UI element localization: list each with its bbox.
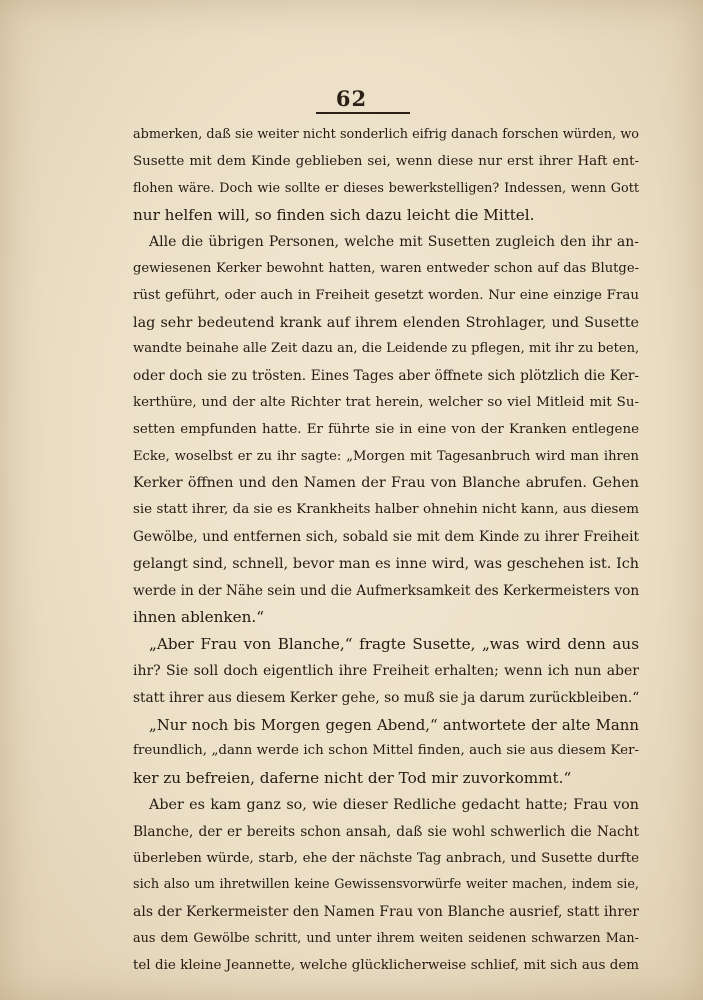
text-line: lag sehr bedeutend krank auf ihrem elenden Strohlager, und Susette	[133, 314, 639, 331]
text-line: Gewölbe, und entfernen sich, sobald sie mit dem Kinde zu ihrer Freiheit	[133, 528, 639, 545]
text-line: flohen wäre. Doch wie sollte er dieses bewerkstelligen? Indessen, wenn Gott	[133, 180, 639, 196]
text-line: aus dem Gewölbe schritt, und unter ihrem weiten seidenen schwarzen Man-	[133, 930, 639, 946]
text-line: „Nur noch bis Morgen gegen Abend,“ antwortete der alte Mann	[149, 715, 639, 734]
text-line: sie statt ihrer, da sie es Krankheits halber ohnehin nicht kann, aus diesem	[133, 502, 639, 518]
text-line: nur helfen will, so finden sich dazu leicht die Mittel.	[133, 206, 535, 225]
text-line: oder doch sie zu trösten. Eines Tages aber öffnete sich plötzlich die Ker-	[133, 368, 639, 385]
text-line: setten empfunden hatte. Er führte sie in eine von der Kranken entlegene	[133, 421, 639, 437]
text-line: Aber es kam ganz so, wie dieser Redliche gedacht hatte; Frau von	[149, 796, 639, 813]
text-line: wandte beinahe alle Zeit dazu an, die Leidende zu pflegen, mit ihr zu beten,	[133, 341, 639, 357]
text-line: ker zu befreien, daferne nicht der Tod mir zuvorkommt.“	[133, 769, 572, 788]
text-line: Kerker öffnen und den Namen der Frau von Blanche abrufen. Gehen	[133, 475, 639, 492]
page-number: 62	[335, 86, 368, 111]
text-line: Susette mit dem Kinde geblieben sei, wenn diese nur erst ihrer Haft ent-	[133, 153, 639, 169]
text-line: rüst geführt, oder auch in Freiheit gesetzt worden. Nur eine einzige Frau	[133, 287, 639, 303]
text-line: überleben würde, starb, ehe der nächste Tag anbrach, und Susette durfte	[133, 850, 639, 866]
text-line: Blanche, der er bereits schon ansah, daß sie wohl schwerlich die Nacht	[133, 823, 639, 840]
header-rule	[316, 112, 410, 114]
text-line: statt ihrer aus diesem Kerker gehe, so muß sie ja darum zurückbleiben.“	[133, 689, 639, 706]
text-line: kerthüre, und der alte Richter trat herein, welcher so viel Mitleid mit Su-	[133, 394, 639, 410]
text-line: tel die kleine Jeannette, welche glücklicherweise schlief, mit sich aus dem	[133, 957, 639, 973]
text-line: als der Kerkermeister den Namen Frau von Blanche ausrief, statt ihrer	[133, 904, 639, 921]
text-line: werde in der Nähe sein und die Aufmerksamkeit des Kerkermeisters von	[133, 582, 639, 599]
text-line: freundlich, „dann werde ich schon Mittel finden, auch sie aus diesem Ker-	[133, 743, 639, 759]
text-line: Ecke, woselbst er zu ihr sagte: „Morgen mit Tagesanbruch wird man ihren	[133, 448, 639, 464]
text-line: ihr? Sie soll doch eigentlich ihre Freiheit erhalten; wenn ich nun aber	[133, 662, 639, 679]
text-line: gelangt sind, schnell, bevor man es inne wird, was geschehen ist. Ich	[133, 555, 639, 572]
text-line: abmerken, daß sie weiter nicht sonderlich eifrig danach forschen würden, wo	[133, 127, 639, 142]
body-text	[133, 122, 639, 980]
text-line: Alle die übrigen Personen, welche mit Susetten zugleich den ihr an-	[149, 234, 639, 251]
text-line: sich also um ihretwillen keine Gewissensvorwürfe weiter machen, indem sie,	[133, 877, 639, 893]
text-line: gewiesenen Kerker bewohnt hatten, waren entweder schon auf das Blutge-	[133, 260, 639, 276]
text-line: „Aber Frau von Blanche,“ fragte Susette, „was wird denn aus	[149, 635, 639, 654]
text-line: ihnen ablenken.“	[133, 608, 264, 627]
